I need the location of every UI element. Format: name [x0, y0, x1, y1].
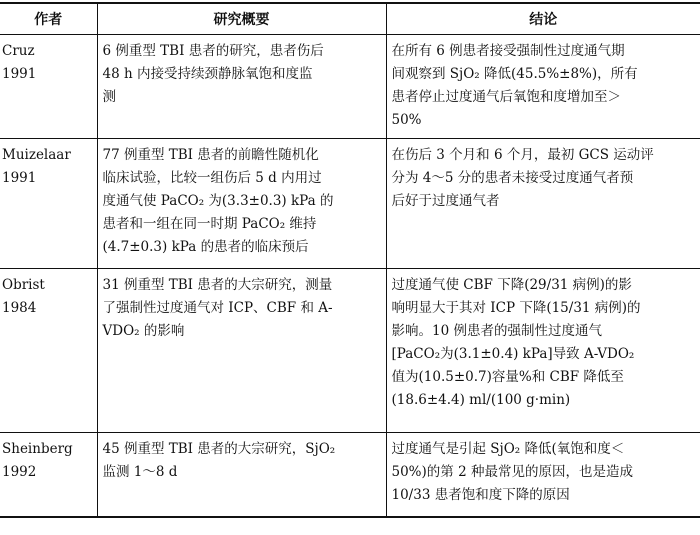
author-cell — [0, 433, 97, 517]
author-year: 1991 — [2, 170, 37, 186]
conclusion-line: 50% — [391, 112, 422, 128]
conclusion-cell — [386, 433, 700, 517]
header-author: 作者 — [0, 3, 97, 35]
summary-line: 45 例重型 TBI 患者的大宗研究，SjO₂ — [102, 441, 336, 457]
author-name: Obrist — [2, 277, 45, 293]
summary-line: 6 例重型 TBI 患者的研究，患者伤后 — [102, 43, 324, 59]
summary-cell — [97, 433, 386, 517]
conclusion-line: 患者停止过度通气后氧饱和度增加至＞ — [391, 89, 621, 105]
summary-line: 48 h 内接受持续颈静脉氧饱和度监 — [102, 66, 313, 82]
conclusion-line: 响明显大于其对 ICP 下降(15/31 病例)的 — [391, 300, 641, 316]
conclusion-line: 分为 4～5 分的患者未接受过度通气者预 — [391, 170, 634, 186]
author-year: 1992 — [2, 464, 37, 480]
header-summary: 研究概要 — [97, 3, 386, 35]
conclusion-line: 在伤后 3 个月和 6 个月，最初 GCS 运动评 — [391, 147, 654, 163]
summary-cell — [97, 35, 386, 139]
author-cell — [0, 139, 97, 269]
conclusion-line: (18.6±4.4) ml/(100 g·min) — [391, 392, 571, 408]
conclusion-cell — [386, 35, 700, 139]
conclusion-line: 10/33 患者饱和度下降的原因 — [391, 487, 570, 503]
conclusion-line: 50%)的第 2 种最常见的原因，也是造成 — [391, 464, 633, 480]
conclusion-line: 后好于过度通气者 — [391, 193, 500, 209]
studies-table — [0, 2, 700, 518]
header-conclusion: 结论 — [386, 3, 700, 35]
summary-line: 度通气使 PaCO₂ 为(3.3±0.3) kPa 的 — [102, 193, 334, 209]
summary-line: 31 例重型 TBI 患者的大宗研究，测量 — [102, 277, 333, 293]
summary-line: 77 例重型 TBI 患者的前瞻性随机化 — [102, 147, 319, 163]
author-year: 1984 — [2, 300, 37, 316]
author-name: Sheinberg — [2, 441, 73, 457]
author-name: Muizelaar — [2, 147, 71, 163]
summary-cell — [97, 269, 386, 433]
table-row — [0, 139, 700, 269]
author-year: 1991 — [2, 66, 37, 82]
header-row — [0, 3, 700, 35]
table-row — [0, 35, 700, 139]
author-cell — [0, 269, 97, 433]
summary-line: VDO₂ 的影响 — [102, 323, 185, 339]
conclusion-cell — [386, 139, 700, 269]
author-cell — [0, 35, 97, 139]
conclusion-line: 在所有 6 例患者接受强制性过度通气期 — [391, 43, 625, 59]
summary-line: 临床试验，比较一组伤后 5 d 内用过 — [102, 170, 322, 186]
summary-cell — [97, 139, 386, 269]
summary-line: 了强制性过度通气对 ICP、CBF 和 A- — [102, 300, 333, 316]
summary-line: 测 — [102, 89, 116, 105]
conclusion-cell — [386, 269, 700, 433]
author-name: Cruz — [2, 43, 35, 59]
conclusion-line: 间观察到 SjO₂ 降低(45.5%±8%)，所有 — [391, 66, 638, 82]
summary-line: 监测 1～8 d — [102, 464, 178, 480]
conclusion-line: 影响。10 例患者的强制性过度通气 — [391, 323, 602, 339]
summary-line: (4.7±0.3) kPa 的患者的临床预后 — [102, 239, 309, 255]
summary-line: 患者和一组在同一时期 PaCO₂ 维持 — [102, 216, 317, 232]
conclusion-line: [PaCO₂为(3.1±0.4) kPa]导致 A-VDO₂ — [391, 346, 635, 362]
conclusion-line: 值为(10.5±0.7)容量%和 CBF 降低至 — [391, 369, 624, 385]
table-row — [0, 269, 700, 433]
table-row — [0, 433, 700, 517]
conclusion-line: 过度通气使 CBF 下降(29/31 病例)的影 — [391, 277, 632, 293]
conclusion-line: 过度通气是引起 SjO₂ 降低(氧饱和度＜ — [391, 441, 625, 457]
